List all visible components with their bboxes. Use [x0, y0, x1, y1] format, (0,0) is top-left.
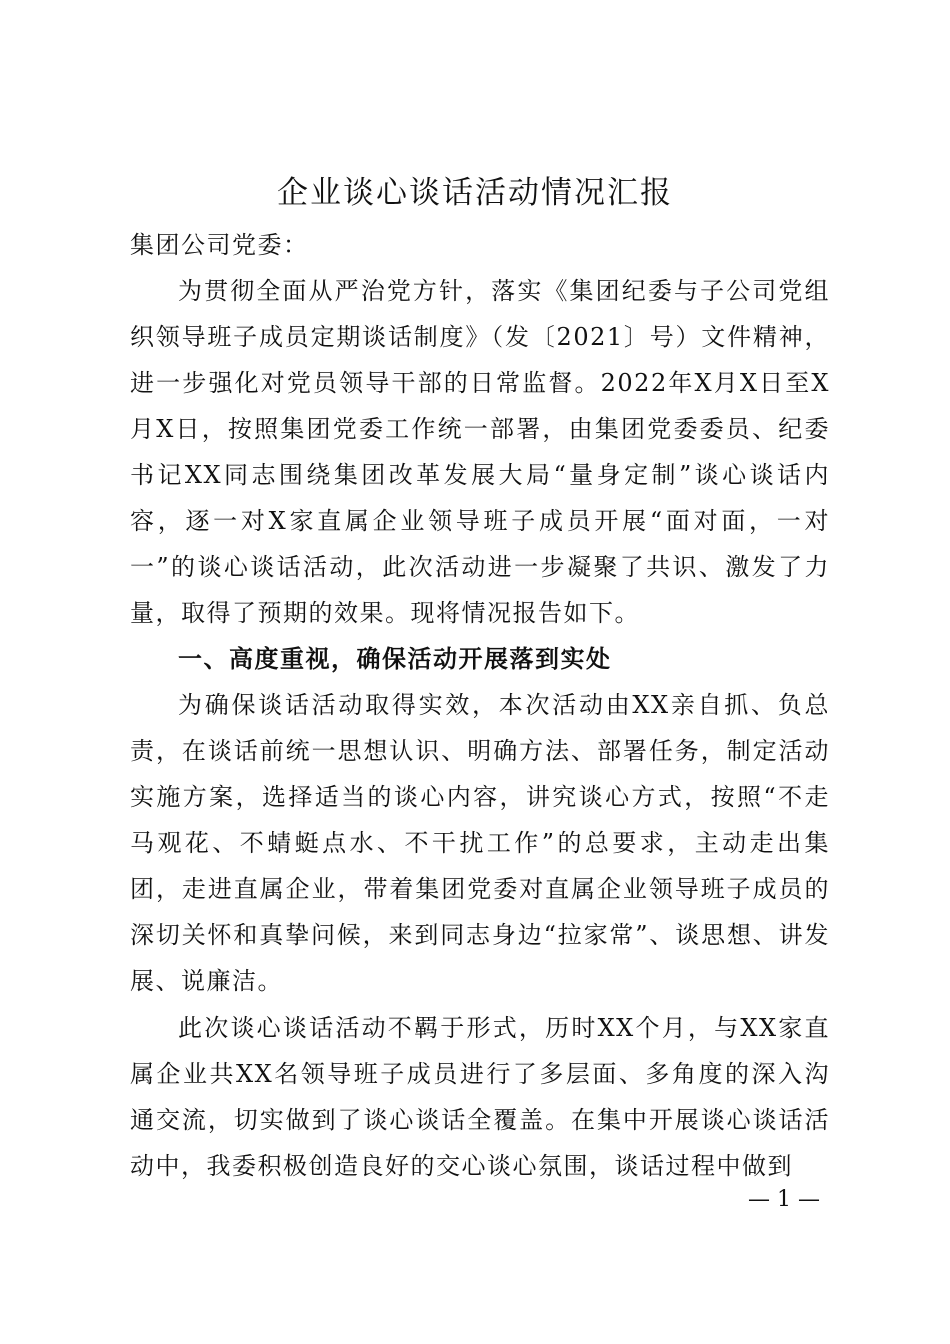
document-title: 企业谈心谈话活动情况汇报: [277, 175, 673, 211]
section-heading-1: 一、高度重视，确保活动开展落到实处: [178, 645, 612, 673]
page-number: — 1 —: [748, 1187, 820, 1212]
paragraph-section-1-continued: 此次谈心谈话活动不羁于形式，历时XX个月，与XX家直属企业共XX名领导班子成员进行了多层面、多角度的深入沟通交流，切实做到了谈心谈话全覆盖。在集中开展谈心谈话活动中，我委积极创造良好的交心谈心氛围，谈话过程中做到: [130, 1014, 830, 1180]
paragraph-section-1: 为确保谈话活动取得实效，本次活动由XX亲自抓、负总责，在谈话前统一思想认识、明确方法、部署任务，制定活动实施方案，选择适当的谈心内容，讲究谈心方式，按照“不走马观花、不蜻蜓点水、不干扰工作”的总要求，主动走出集团，走进直属企业，带着集团党委对直属企业领导班子成员的深切关怀和真挚问候，来到同志身边“拉家常”、谈思想、讲发展、说廉洁。: [130, 691, 830, 995]
salutation: 集团公司党委：: [130, 231, 309, 259]
paragraph-intro: 为贯彻全面从严治党方针，落实《集团纪委与子公司党组织领导班子成员定期谈话制度》（发〔2021〕号）文件精神，进一步强化对党员领导干部的日常监督。2022年X月X日至X月X日，按照集团党委工作统一部署，由集团党委委员、纪委书记XX同志围绕集团改革发展大局“量身定制”谈心谈话内容，逐一对X家直属企业领导班子成员开展“面对面，一对一”的谈心谈话活动，此次活动进一步凝聚了共识、激发了力量，取得了预期的效果。现将情况报告如下。: [130, 277, 830, 627]
